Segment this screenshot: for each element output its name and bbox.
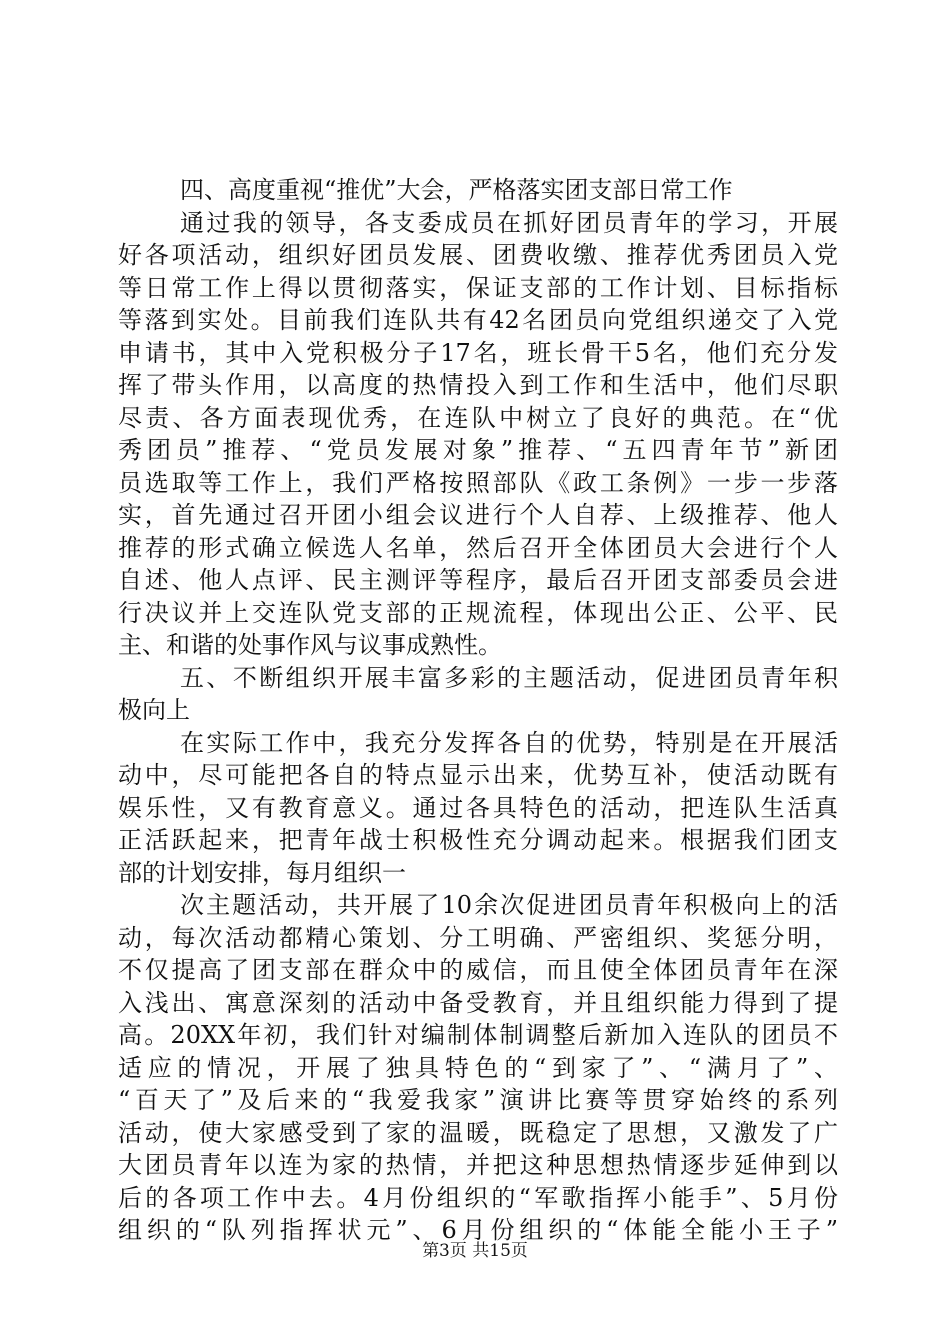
text-line: 活动，使大家感受到了家的温暖，既稳定了思想，又激发了广 (118, 1118, 838, 1147)
text-line: 推荐的形式确立候选人名单，然后召开全体团员大会进行个人 (118, 533, 838, 562)
text-line: 五、不断组织开展丰富多彩的主题活动，促进团员青年积 (180, 663, 838, 692)
text-line: 入浅出、寓意深刻的活动中备受教育，并且组织能力得到了提 (118, 988, 838, 1017)
text-line: 四、高度重视“推优”大会，严格落实团支部日常工作 (180, 176, 733, 204)
text-line: 好各项活动，组织好团员发展、团费收缴、推荐优秀团员入党 (118, 241, 838, 269)
text-line: 等日常工作上得以贯彻落实，保证支部的工作计划、目标指标 (118, 273, 838, 302)
text-line: 正活跃起来，把青年战士积极性充分调动起来。根据我们团支 (118, 826, 838, 854)
text-line: 实，首先通过召开团小组会议进行个人自荐、上级推荐、他人 (118, 501, 838, 529)
text-line: 通过我的领导，各支委成员在抓好团员青年的学习，开展 (180, 208, 838, 237)
text-line: 后的各项工作中去。4月份组织的“军歌指挥小能手”、5月份 (118, 1183, 838, 1212)
text-line: 极向上 (118, 696, 190, 724)
text-line: 部的计划安排，每月组织一 (118, 858, 406, 887)
text-line: 娱乐性，又有教育意义。通过各具特色的活动，把连队生活真 (118, 793, 838, 822)
text-line: 大团员青年以连为家的热情，并把这种思想热情逐步延伸到以 (118, 1151, 838, 1179)
text-line: 在实际工作中，我充分发挥各自的优势，特别是在开展活 (180, 728, 838, 757)
document-body (118, 174, 838, 1247)
text-line: 组织的“队列指挥状元”、6月份组织的“体能全能小王子” (118, 1216, 838, 1244)
text-line: 自述、他人点评、民主测评等程序，最后召开团支部委员会进 (118, 566, 838, 594)
text-line: “百天了”及后来的“我爱我家”演讲比赛等贯穿始终的系列 (118, 1086, 838, 1114)
text-line: 动中，尽可能把各自的特点显示出来，优势互补，使活动既有 (118, 761, 838, 789)
text-line: 员选取等工作上，我们严格按照部队《政工条例》一步一步落 (118, 468, 838, 497)
text-line: 次主题活动，共开展了10余次促进团员青年积极向上的活 (180, 891, 838, 919)
text-line: 行决议并上交连队党支部的正规流程，体现出公正、公平、民 (118, 598, 838, 627)
page-footer: 第3页 共15页 (422, 1241, 528, 1261)
text-line: 挥了带头作用，以高度的热情投入到工作和生活中，他们尽职 (118, 371, 838, 399)
text-line: 适应的情况，开展了独具特色的“到家了”、“满月了”、 (118, 1053, 838, 1082)
text-line: 等落到实处。目前我们连队共有42名团员向党组织递交了入党 (118, 306, 838, 334)
text-line: 秀团员”推荐、“党员发展对象”推荐、“五四青年节”新团 (118, 436, 838, 464)
text-line: 申请书，其中入党积极分子17名，班长骨干5名，他们充分发 (118, 338, 838, 367)
text-line: 不仅提高了团支部在群众中的威信，而且使全体团员青年在深 (118, 956, 838, 984)
text-line: 主、和谐的处事作风与议事成熟性。 (118, 631, 502, 659)
text-line: 尽责、各方面表现优秀，在连队中树立了良好的典范。在“优 (118, 403, 838, 432)
text-line: 动，每次活动都精心策划、分工明确、严密组织、奖惩分明， (118, 923, 838, 952)
text-line: 高。20XX年初，我们针对编制体制调整后新加入连队的团员不 (118, 1021, 838, 1049)
